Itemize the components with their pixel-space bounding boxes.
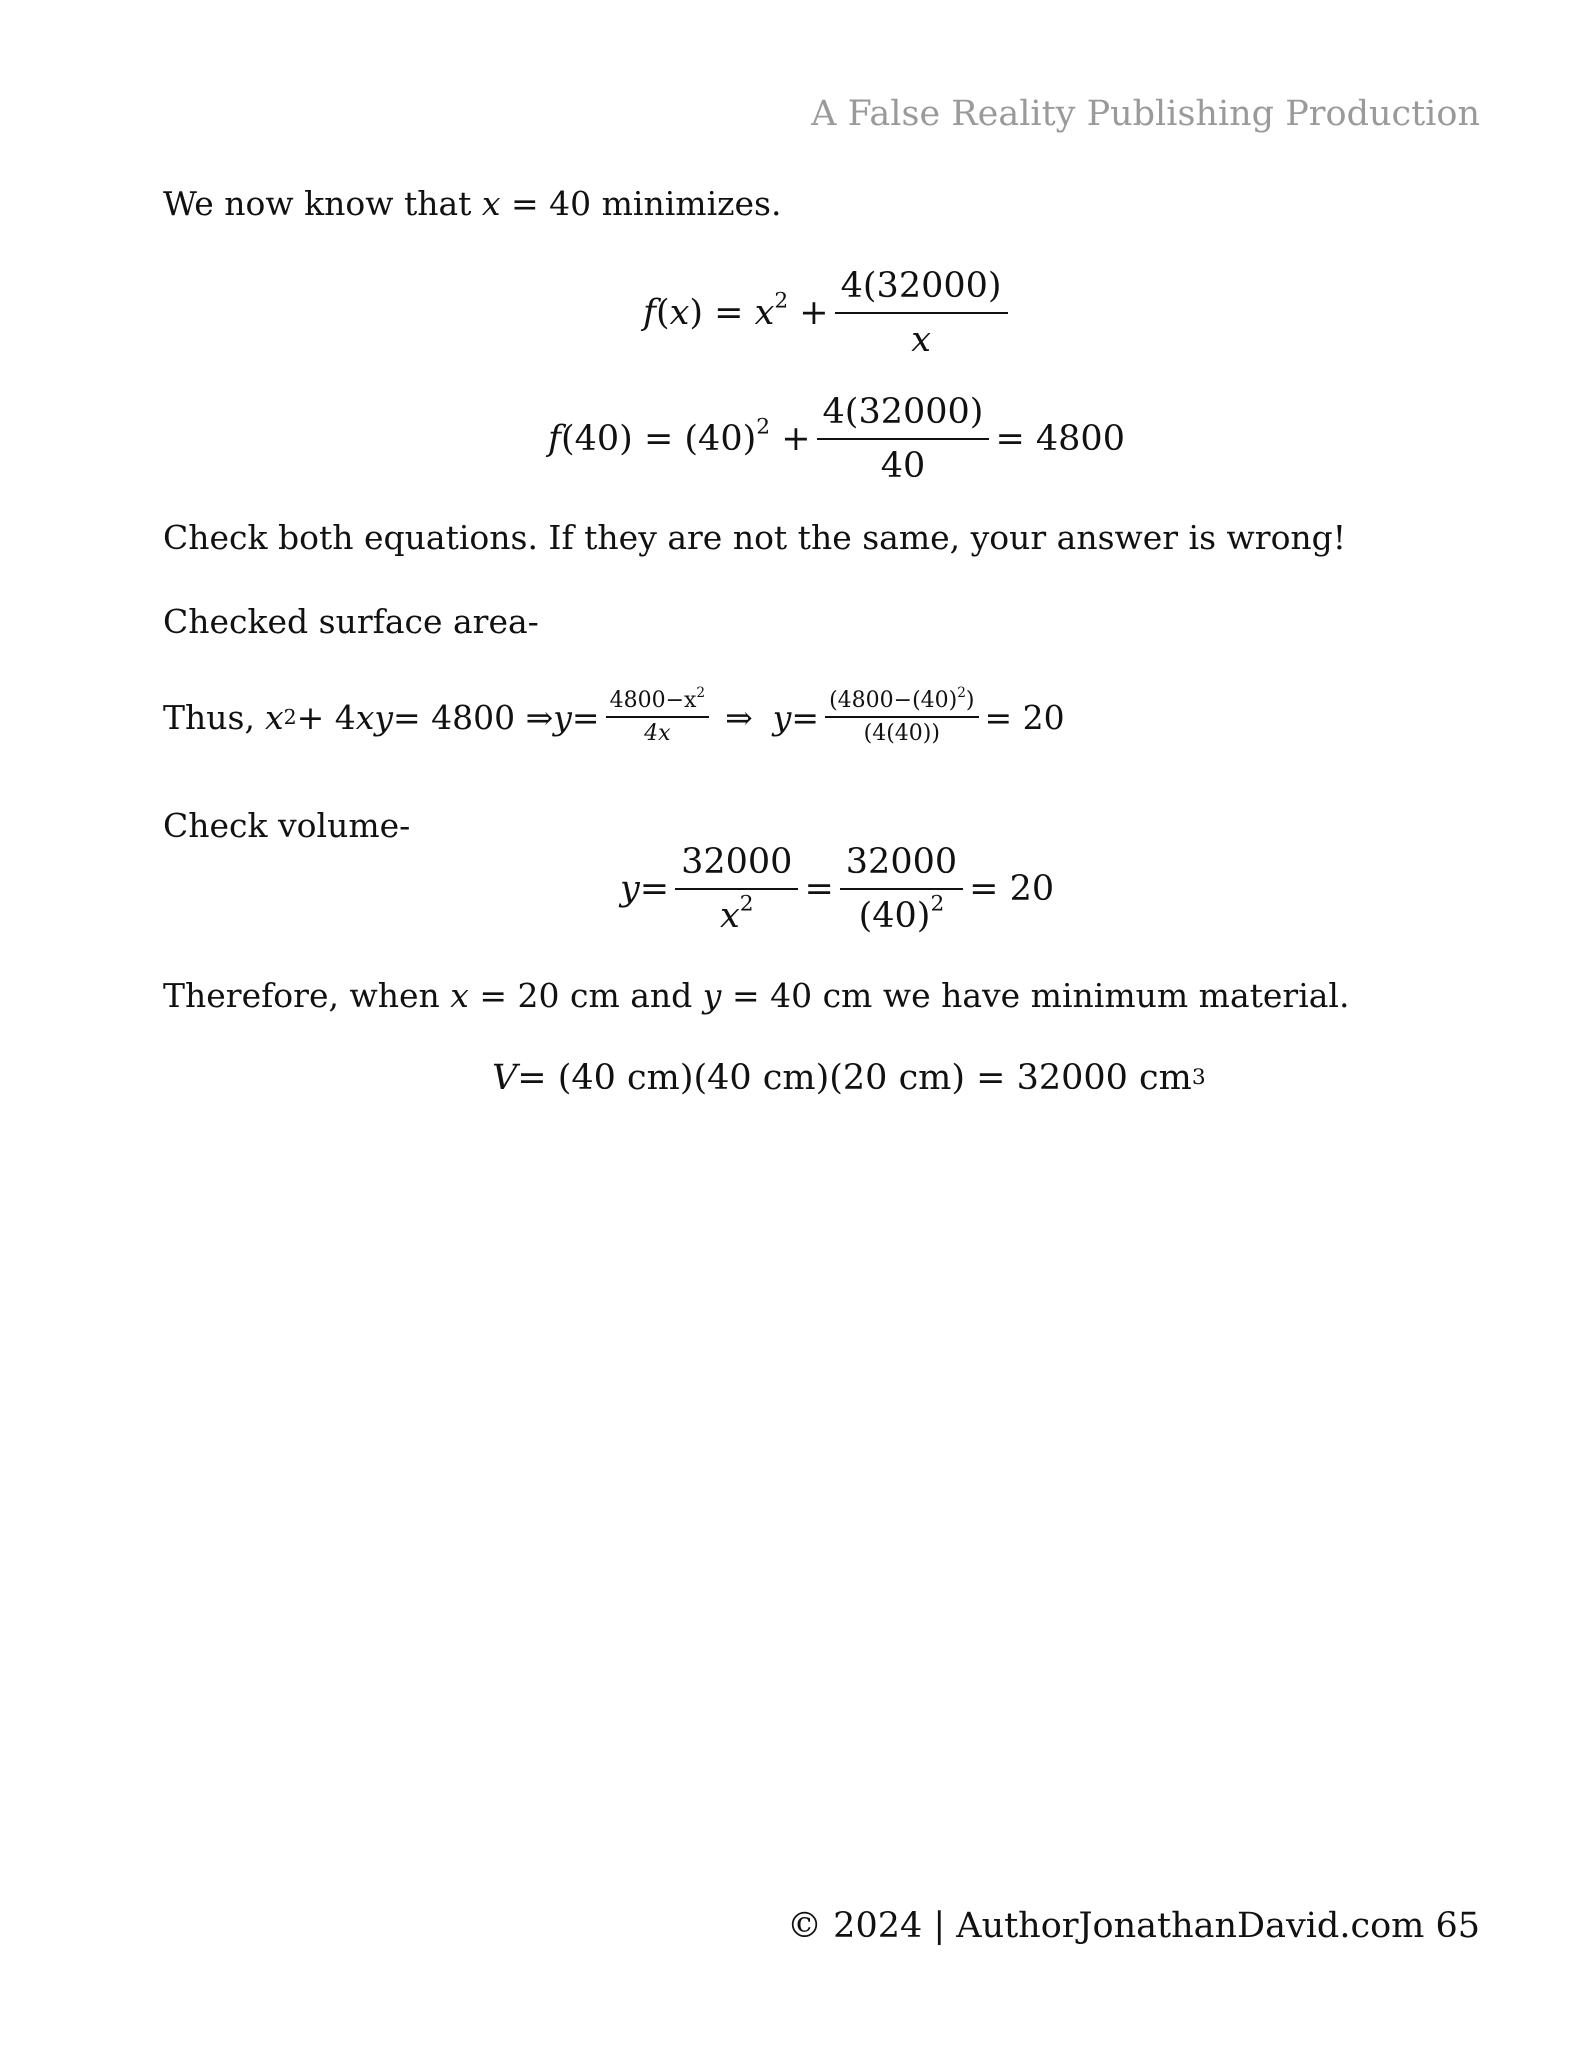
eq2-numerator: 4(32000)	[817, 392, 990, 440]
final-volume-equation: V = (40 cm)(40 cm)(20 cm) = 32000 cm 3	[492, 1058, 1206, 1098]
eq2-denominator: 40	[880, 446, 926, 486]
intro-rest: = 40 minimizes.	[500, 184, 782, 223]
volume-equation: y = $\frac{32000}{x^2}$ = $\frac{32000}{(40)^2}$ = 20	[620, 842, 1055, 936]
thus-fraction-2: $\frac{(4800-(40)^2)}{(4(40))}$	[825, 688, 978, 746]
eq1-denominator: x	[911, 320, 931, 360]
equation-f40	[548, 392, 1125, 486]
thus-equation: Thus, x 2 + 4 xy = 4800 ⇒ y = $\frac{4800-x^2}{4x}$ ⇒ y = $\frac{(4800-(40)^2)}{(4(40))}$ = 20	[163, 684, 1065, 746]
eq1-numerator: 4(32000)	[835, 266, 1008, 314]
eq2-lhs: $f(40) = (40)^2$ +	[548, 414, 811, 459]
page-header: A False Reality Publishing Production	[811, 94, 1480, 134]
check-both-text: Check both equations. If they are not the same, your answer is wrong!	[163, 518, 1347, 557]
equation-fx	[643, 266, 1014, 360]
check-volume-label: Check volume-	[163, 806, 411, 845]
vol-fraction-1: $\frac{32000}{x^2}$	[675, 842, 798, 936]
page-footer: © 2024 | AuthorJonathanDavid.com 65	[787, 1906, 1480, 1946]
thus-fraction-1: $\frac{4800-x^2}{4x}$	[606, 688, 710, 746]
eq2-fraction	[817, 392, 990, 486]
intro-var: x	[481, 184, 501, 223]
eq1-lhs: $f(x) = x^2$ +	[643, 288, 829, 333]
thus-label: Thus,	[163, 697, 255, 737]
eq2-rhs: = 4800	[995, 419, 1125, 459]
vol-fraction-2: $\frac{32000}{(40)^2}$	[840, 842, 963, 936]
intro-line	[163, 184, 781, 223]
intro-pre: We now know that	[163, 184, 482, 223]
eq1-fraction	[835, 266, 1008, 360]
checked-surface-area-label: Checked surface area-	[163, 602, 539, 641]
therefore-line: Therefore, when x = 20 cm and y = 40 cm we have minimum material.	[163, 976, 1350, 1015]
